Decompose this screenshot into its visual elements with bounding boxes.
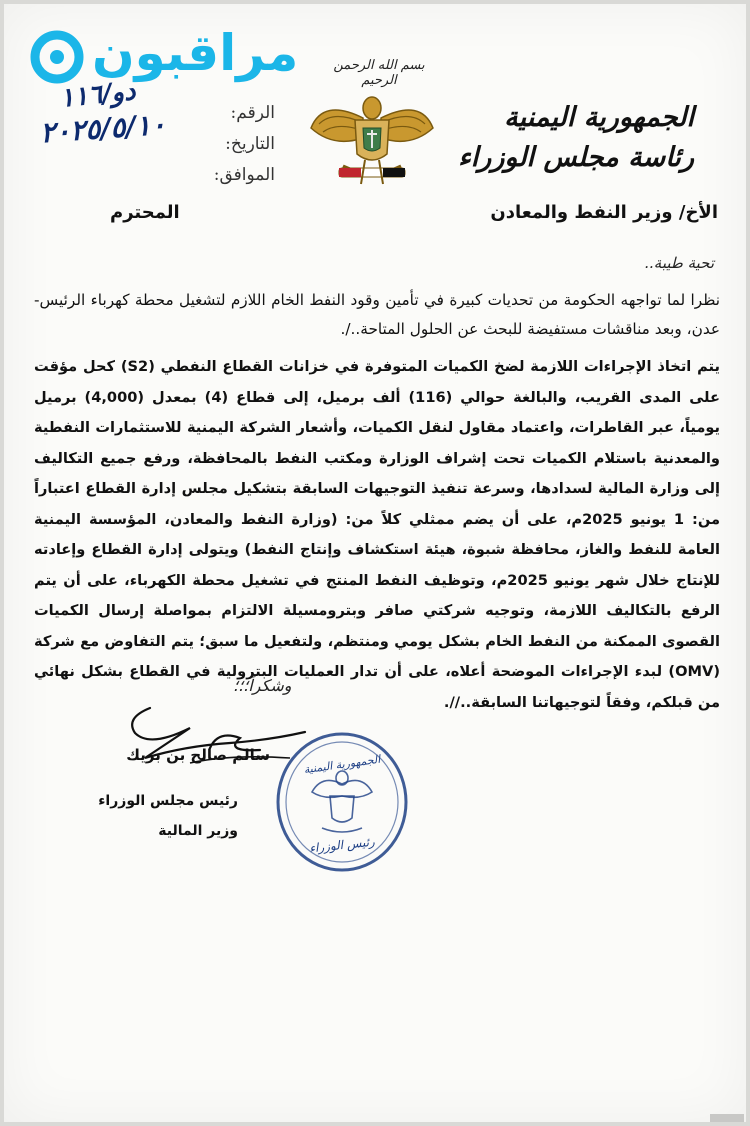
corresponding-label: الموافق:: [213, 165, 275, 185]
letterhead: [458, 98, 694, 178]
date-label: التاريخ:: [225, 134, 275, 154]
stamp-text-bottom: رئيس الوزراء: [308, 834, 376, 856]
respected-label: المحترم: [110, 202, 180, 223]
addressee: الأخ/ وزير النفط والمعادن: [490, 202, 718, 223]
basmala: بسم الله الرحمن الرحيم: [333, 58, 425, 88]
date-handwritten: ٢٠٢٥/٥/١٠: [39, 107, 167, 150]
ref-label: الرقم:: [230, 103, 275, 123]
watermark-logo-icon: [28, 28, 86, 86]
ref-number-handwritten: دو/١١٦: [58, 76, 137, 114]
paragraph-1: نظرا لما تواجهه الحكومة من تحديات كبيرة في تأمين وقود النفط الخام اللازم لتشغيل محطة كهرباء الرئيس- عدن، وبعد مناقشات مستفيضة للبحث عن الحلول المتاحة../.: [34, 291, 720, 338]
republic-title: الجمهورية اليمنية: [504, 102, 694, 133]
signatory-title-pm: رئيس مجلس الوزراء: [98, 793, 238, 809]
stamp-text-top: الجمهورية اليمنية: [302, 752, 382, 777]
thanks-line: وشكراً؛؛؛: [233, 676, 292, 695]
signatory-name: سالم صالح بن بريك: [126, 746, 270, 764]
greeting: تحية طيبة..: [644, 254, 714, 272]
paragraph-2: يتم اتخاذ الإجراءات اللازمة لضخ الكميات المتوفرة في خزانات القطاع النفطي (S2) كحل مؤقت على المدى القريب، والبالغة حوالي (116) ألف برميل، إلى قطاع (4) بمعدل (4,000) برميل يومياً، عبر القاطرات، واعتماد مقاول لنقل الكميات، وأشعار الشركة اليمنية للاستثمارات النفطية والمعدنية باستلام الكميات تحت إشراف الوزارة ومكتب النفط بالمحافظة، ورفع جميع التكاليف إلى وزارة المالية لسدادها، وسرعة تنفيذ التوجيهات السابقة بتشكيل مجلس إدارة القطاع اعتباراً من: 1 يونيو 2025م، على أن يضم ممثلي كلاً من: (وزارة النفط والمعادن، المؤسسة اليمنية العامة للنفط والغاز، محافظة شبوة، هيئة استكشاف وإنتاج النفط) ويتولى إدارة القطاع وإعادته للإنتاج خلال شهر يونيو 2025م، وتوظيف النفط المنتج في تشغيل محطة الكهرباء، على أن يتم الرفع بالتكاليف اللازمة، وتوجيه شركتي صافر وبترومسيلة الالتزام بمواصلة إرسال الكميات القصوى الممكنة من النفط الخام بشكل يومي ومنتظم، ولتفعيل ما سبق؛ يتم التفاوض مع شركة (OMV) لبدء الإجراءات الموضحة أعلاه، على أن تدار العمليات البترولية في القطاع بشكل نهائي من قبلكم، وفقاً لتوجيهاتنا السابقة..//.: [34, 358, 720, 711]
reference-labels: [175, 98, 275, 191]
signatory-title-finance: وزير المالية: [158, 823, 238, 839]
yemen-emblem-icon: [303, 88, 441, 188]
presidency-title: رئاسة مجلس الوزراء: [458, 142, 694, 173]
official-stamp-icon: [272, 730, 412, 875]
watermark-text: مراقبون: [92, 24, 299, 82]
corner-artifact: [710, 1114, 744, 1122]
